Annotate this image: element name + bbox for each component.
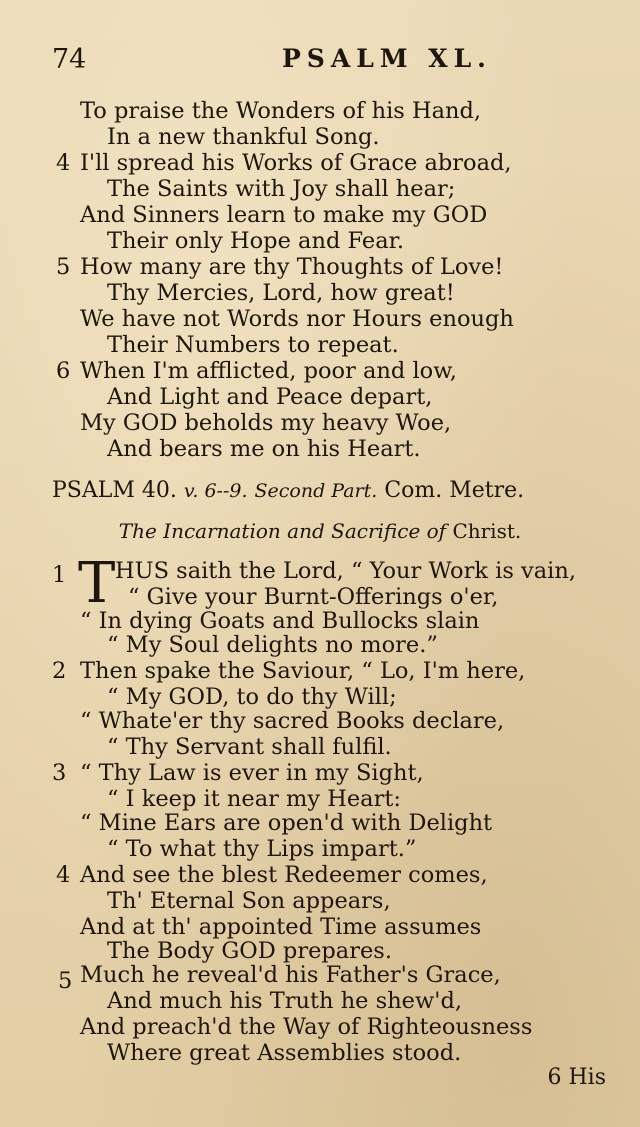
page-header bbox=[52, 44, 592, 78]
stanza-number: 5 bbox=[56, 254, 71, 280]
verse-line: When I'm afflicted, poor and low, bbox=[80, 358, 457, 384]
stanza-number: 4 bbox=[56, 150, 71, 176]
subtitle-roman: Christ. bbox=[452, 519, 522, 543]
verse-line: And Sinners learn to make my GOD bbox=[80, 202, 488, 228]
verse-range: v. 6--9. bbox=[183, 480, 248, 502]
part-label: Second Part. bbox=[254, 480, 378, 502]
stanza-number: 5 bbox=[58, 968, 73, 994]
verse-line: How many are thy Thoughts of Love! bbox=[80, 254, 504, 280]
verse-line: Thy Mercies, Lord, how great! bbox=[107, 280, 455, 306]
stanza-number: 3 bbox=[52, 760, 67, 786]
verse-line: Much he reveal'd his Father's Grace, bbox=[80, 962, 501, 988]
verse-line: To praise the Wonders of his Hand, bbox=[80, 98, 482, 124]
verse-line: HUS saith the Lord, “ Your Work is vain, bbox=[115, 558, 576, 584]
verse-line: Their Numbers to repeat. bbox=[107, 332, 399, 358]
verse-line: “ Mine Ears are open'd with Delight bbox=[80, 810, 493, 836]
stanza-number: 4 bbox=[56, 862, 71, 888]
verse-line: “ Give your Burnt-Offerings o'er, bbox=[128, 584, 499, 610]
verse-line: We have not Words nor Hours enough bbox=[80, 306, 514, 332]
verse-line: And bears me on his Heart. bbox=[107, 436, 421, 462]
verse-line: Where great Assemblies stood. bbox=[107, 1040, 462, 1066]
section-heading bbox=[52, 478, 612, 503]
verse-line: “ My Soul delights no more.” bbox=[107, 632, 438, 658]
subtitle-italic: The Incarnation and Sacrifice of bbox=[118, 519, 447, 543]
verse-line: And at th' appointed Time assumes bbox=[80, 914, 482, 940]
running-head: PSALM XL. bbox=[282, 44, 492, 73]
verse-line: “ In dying Goats and Bullocks slain bbox=[80, 608, 480, 634]
verse-line: “ My GOD, to do thy Will; bbox=[107, 684, 397, 710]
verse-line: “ I keep it near my Heart: bbox=[107, 786, 401, 812]
verse-line: And preach'd the Way of Righteousness bbox=[80, 1014, 533, 1040]
verse-line: “ Thy Law is ever in my Sight, bbox=[80, 760, 424, 786]
verse-line: I'll spread his Works of Grace abroad, bbox=[80, 150, 512, 176]
section-subtitle bbox=[0, 519, 640, 543]
verse-line: And see the blest Redeemer comes, bbox=[80, 862, 488, 888]
verse-line: “ Whate'er thy sacred Books declare, bbox=[80, 708, 505, 734]
verse-line: “ To what thy Lips impart.” bbox=[107, 836, 417, 862]
page-number: 74 bbox=[52, 44, 87, 75]
catchword: 6 His bbox=[547, 1065, 606, 1090]
stanza-number: 2 bbox=[52, 658, 67, 684]
verse-line: My GOD beholds my heavy Woe, bbox=[80, 410, 452, 436]
verse-line: Their only Hope and Fear. bbox=[107, 228, 405, 254]
stanza-number: 6 bbox=[56, 358, 71, 384]
verse-line: Th' Eternal Son appears, bbox=[107, 888, 391, 914]
drop-cap: T bbox=[78, 551, 116, 616]
psalm-number: PSALM 40. bbox=[52, 478, 177, 503]
verse-line: In a new thankful Song. bbox=[107, 124, 380, 150]
verse-line: Then spake the Saviour, “ Lo, I'm here, bbox=[80, 658, 526, 684]
verse-line: The Saints with Joy shall hear; bbox=[107, 176, 456, 202]
verse-line: The Body GOD prepares. bbox=[107, 938, 392, 964]
stanza-number: 1 bbox=[52, 562, 67, 588]
verse-line: “ Thy Servant shall fulfil. bbox=[107, 734, 392, 760]
metre-label: Com. Metre. bbox=[384, 478, 525, 503]
verse-line: And much his Truth he shew'd, bbox=[107, 988, 463, 1014]
verse-line: And Light and Peace depart, bbox=[107, 384, 433, 410]
